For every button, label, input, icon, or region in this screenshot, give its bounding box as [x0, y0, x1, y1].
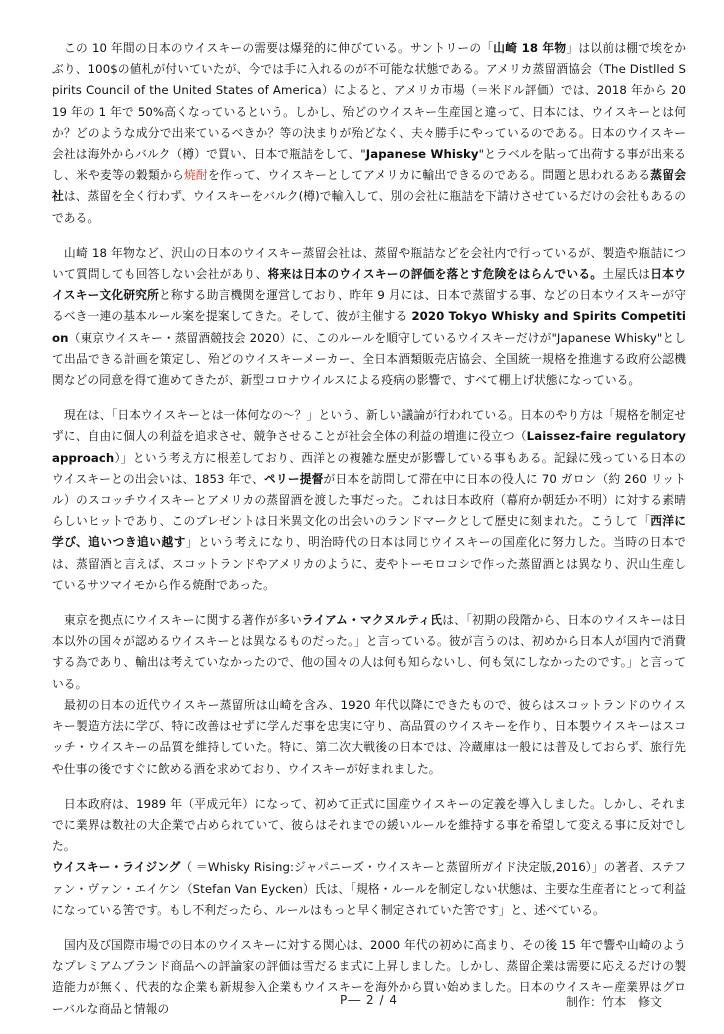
text-run: （ ＝Whisky Rising:ジャパニーズ・ウイスキーと蒸留所ガイド決定版,2016）」の著者、ステファン・ヴァン・エイケン（Stefan Van Eycken）氏は、「規格・ルールを制定しない状態は、主要な生産者にとって利益になっている筈です。もし不利だったら、ルールはもっと早く制定されていた筈です」と、述べている。: [52, 860, 686, 917]
bold-text: 2020 Tokyo Whisky and Spirits Competition: [52, 309, 686, 345]
text-run: ）」という考え方に根差しており、西洋との複雑な歴史が影響している事もある。記録に残っている日本のウイスキーとの出会いは、1853 年で、: [52, 450, 686, 486]
text-run: この 10 年間の日本のウイスキーの需要は爆発的に伸びている。サントリーの「: [64, 41, 494, 55]
bold-text: 日本ウイスキー文化研究所: [52, 267, 686, 303]
bold-text: 西洋に学び、追いつき追い越す: [52, 514, 686, 550]
bold-text: ウイスキー・ライジング: [52, 860, 181, 875]
bold-text: 山崎 18 年物: [493, 41, 567, 55]
bold-text: ライアム・マクヌルティ氏: [301, 613, 443, 628]
text-run: 国内及び国際市場での日本のウイスキーに対する関心は、2000 年代の初めに高まり、その後 15 年で響や山崎のようなプレミアムブランド商品への評論家の評価は雪だるま式に上昇しました。しかし、蒸留企業は需要に応えるだけの製造能力が無く、代表的な企業も新規参入企業もウイスキーを海外から買い始めました。日本のウイスキー産業界はグローバルな商品と情報の: [52, 937, 686, 1016]
document-body: [52, 38, 686, 1034]
text-run: 」は以前は棚で埃をかぶり、100$の値札が付いていたが、今では手に入れるのが不可能な状態である。アメリカ蒸留酒協会（The Distlled Spirits Council of the United States of America）によると、アメリカ市場（＝米ドル評価）では、2018 年から 2019 年の 1 年で 50%高くなっているという。しかし、殆どのウイスキー生産国と違って、日本には、ウイスキーとは何か？どのような成分で出来ているべきか？等の決まりが殆どなく、夫々勝手にやっているのである。日本のウイスキー会社は海外からバルク（樽）で買い、日本で瓶詰をして、": [52, 41, 686, 162]
bold-text: Japanese Whisky: [365, 147, 479, 162]
text-run: 土屋氏は: [602, 267, 651, 282]
author-credit: 制作：竹本 修文: [566, 995, 663, 1009]
text-run: "とラベルを貼って出荷する事が出来るし、米や麦等の穀類から: [52, 147, 686, 183]
bold-text: 蒸留会社: [52, 168, 686, 204]
bold-text: Laissez-faire regulatory approach: [52, 429, 686, 465]
text-run: を作って、ウイスキーとしてアメリカに輸出できるのである。問題と思われるある: [207, 168, 651, 183]
text-run: は、蒸留を全く行わず、ウイスキーをバルク(樽)で輸入して、別の会社に瓶詰を下請けさせているだけの会社もあるのである。: [52, 189, 686, 225]
highlighted-text: 焼酎: [183, 168, 208, 183]
paragraph-5: [52, 695, 686, 780]
text-run: 東京を拠点にウイスキーに関する著作が多い: [64, 613, 302, 628]
text-run: 現在は、「日本ウイスキーとは一体何なの～？」という、新しい議論が行われている。日本のやり方は「規格を制定せずに、自由に個人の利益を追求させ、競争させることが社会全体の利益の増進に役立つ（: [52, 408, 686, 444]
paragraph-1: [52, 38, 686, 229]
paragraph-4: [52, 610, 686, 695]
text-run: 最初の日本の近代ウイスキー蒸留所は山崎を含み、1920 年代以降にできたもので、彼らはスコットランドのウイスキー製造方法に学び、特に改善はせずに学んだ事を忠実に守り、高品質のウイスキーを作り、日本製ウイスキーはスコッチ・ウイスキーの品質を維持していた。特に、第二次大戦後の日本では、冷蔵庫は一般には普及しておらず、旅行先や仕事の後ですぐに飲める酒を求めており、ウイスキーが好まれました。: [52, 697, 686, 776]
text-run: 山崎 18 年物など、沢山の日本のウイスキー蒸留会社は、蒸留や瓶詰などを会社内で行っているが、製造や瓶詰について質問しても回答しない会社があり、: [52, 245, 686, 282]
text-run: が日本を訪問して滞在中に日本の役人に 70 ガロン（約 260 リットル）のスコッチウイスキーとアメリカの蒸留酒を渡した事だった。これは日本政府（幕府か朝廷か不明）に対する素晴らしいヒットであり、このプレゼントは日米異文化の出会いのランドマークとして歴史に刻まれた。こうして「: [52, 471, 686, 529]
paragraph-3: [52, 405, 686, 596]
page-number: P― 2 / 4: [340, 993, 398, 1007]
paragraph-2: [52, 243, 686, 391]
text-run: 日本政府は、1989 年（平成元年）になって、初めて正式に国産ウイスキーの定義を導入しました。しかし、それまでに業界は数社の大企業で占められていて、彼らはそれまでの緩いルールを維持する事を希望して変える事に反対でした。: [52, 796, 686, 854]
paragraph-6: [52, 794, 686, 858]
text-run: は、「初期の段階から、日本のウイスキーは日本以外の国々が認めるウイスキーとは異なるものだった。」と言っている。彼が言うのは、初めから日本人が国内で消費する為であり、輸出は考えていなかったので、他の国々の人は何も知らないし、何も気にしなかったのです。」と言っている。: [52, 613, 686, 691]
paragraph-7: [52, 857, 686, 921]
bold-text: 将来は日本のウイスキーの評価を落とす危険をはらんでいる。: [267, 267, 603, 282]
text-run: （東京ウイスキー・蒸留酒競技会 2020）に、このルールを順守しているウイスキーだけが"Japanese Whisky"として出品できる計画を策定し、殆どのウイスキーメーカー、全日本酒類販売店協会、全国統一規格を推進する政府公認機関などの同意を得て進めてきたが、新型コロナウイルスによる疫病の影響で、すべて棚上げ状態になっている。: [52, 330, 686, 388]
bold-text: ペリー提督: [264, 471, 324, 486]
text-run: と称する助言機関を運営しており、昨年 9 月には、日本で蒸留する事、などの日本ウイスキーが守るべき一連の基本ルール案を提案してきた。そして、彼が主催する: [52, 288, 686, 324]
text-run: 」という考えになり、明治時代の日本は同じウイスキーの国産化に努力した。当時の日本では、蒸留酒と言えば、スコットランドやアメリカのように、麦やトーモロコシで作った蒸留酒とは異なり、沢山生産しているサツマイモから作る焼酎であった。: [52, 535, 686, 592]
